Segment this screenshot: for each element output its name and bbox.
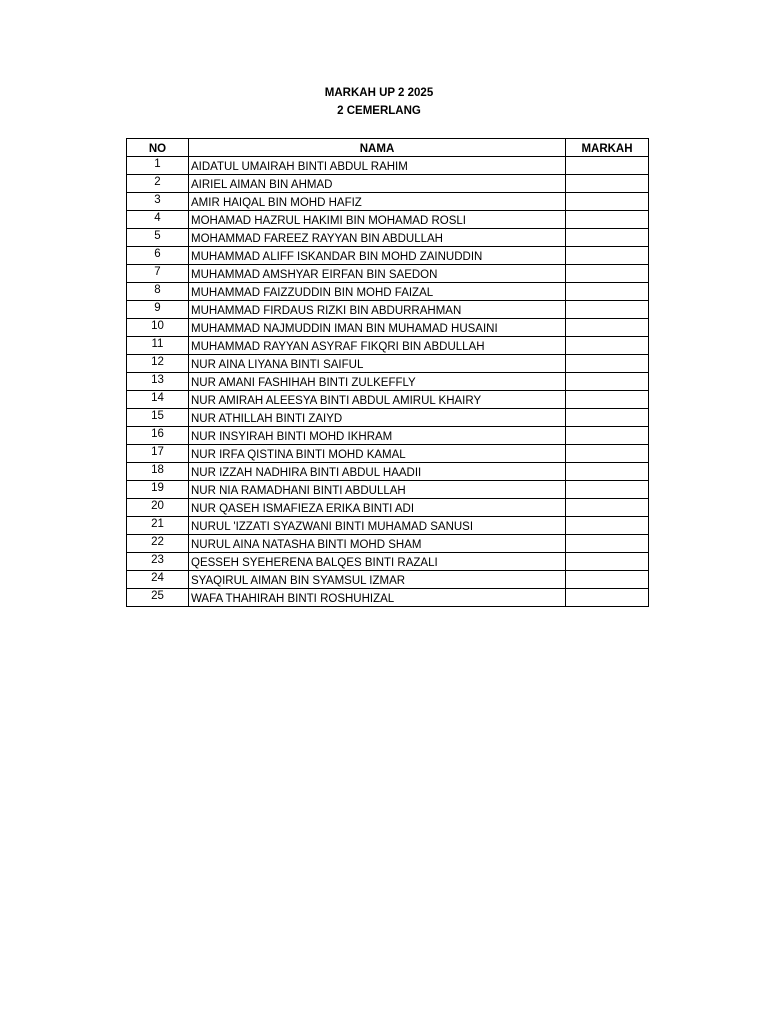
row-number: 19 — [127, 481, 189, 499]
student-name: NUR AMANI FASHIHAH BINTI ZULKEFFLY — [189, 373, 566, 391]
table-header-row — [127, 139, 649, 157]
row-number: 3 — [127, 193, 189, 211]
row-number: 9 — [127, 301, 189, 319]
row-number: 1 — [127, 157, 189, 175]
student-mark[interactable] — [566, 283, 649, 301]
table-row — [127, 499, 649, 517]
header-nama: NAMA — [189, 139, 566, 157]
student-name: SYAQIRUL AIMAN BIN SYAMSUL IZMAR — [189, 571, 566, 589]
student-mark[interactable] — [566, 265, 649, 283]
student-mark[interactable] — [566, 463, 649, 481]
table-row — [127, 391, 649, 409]
student-mark[interactable] — [566, 427, 649, 445]
header-markah: MARKAH — [566, 139, 649, 157]
student-name: AIDATUL UMAIRAH BINTI ABDUL RAHIM — [189, 157, 566, 175]
student-name: QESSEH SYEHERENA BALQES BINTI RAZALI — [189, 553, 566, 571]
student-mark[interactable] — [566, 193, 649, 211]
row-number: 22 — [127, 535, 189, 553]
row-number: 2 — [127, 175, 189, 193]
student-name: AMIR HAIQAL BIN MOHD HAFIZ — [189, 193, 566, 211]
table-body — [127, 157, 649, 607]
student-mark[interactable] — [566, 301, 649, 319]
row-number: 8 — [127, 283, 189, 301]
row-number: 6 — [127, 247, 189, 265]
table-row — [127, 409, 649, 427]
student-name: NURUL 'IZZATI SYAZWANI BINTI MUHAMAD SANUSI — [189, 517, 566, 535]
page-title: MARKAH UP 2 2025 — [324, 87, 434, 99]
row-number: 18 — [127, 463, 189, 481]
table-row — [127, 301, 649, 319]
student-name: MOHAMMAD FAREEZ RAYYAN BIN ABDULLAH — [189, 229, 566, 247]
row-number: 15 — [127, 409, 189, 427]
row-number: 10 — [127, 319, 189, 337]
student-mark[interactable] — [566, 391, 649, 409]
table-row — [127, 373, 649, 391]
table-row — [127, 283, 649, 301]
table-row — [127, 193, 649, 211]
row-number: 13 — [127, 373, 189, 391]
row-number: 12 — [127, 355, 189, 373]
row-number: 14 — [127, 391, 189, 409]
marks-table — [126, 138, 649, 607]
table-row — [127, 445, 649, 463]
student-name: NUR IZZAH NADHIRA BINTI ABDUL HAADII — [189, 463, 566, 481]
table-row — [127, 247, 649, 265]
student-mark[interactable] — [566, 355, 649, 373]
row-number: 23 — [127, 553, 189, 571]
student-name: NUR AINA LIYANA BINTI SAIFUL — [189, 355, 566, 373]
row-number: 20 — [127, 499, 189, 517]
row-number: 4 — [127, 211, 189, 229]
table-row — [127, 211, 649, 229]
table-row — [127, 571, 649, 589]
student-mark[interactable] — [566, 175, 649, 193]
table-row — [127, 337, 649, 355]
table-row — [127, 535, 649, 553]
student-mark[interactable] — [566, 589, 649, 607]
student-mark[interactable] — [566, 319, 649, 337]
student-name: AIRIEL AIMAN BIN AHMAD — [189, 175, 566, 193]
student-name: MUHAMMAD RAYYAN ASYRAF FIKQRI BIN ABDULLAH — [189, 337, 566, 355]
table-row — [127, 463, 649, 481]
table-row — [127, 481, 649, 499]
student-name: MUHAMMAD FAIZZUDDIN BIN MOHD FAIZAL — [189, 283, 566, 301]
student-name: NUR INSYIRAH BINTI MOHD IKHRAM — [189, 427, 566, 445]
student-name: NUR AMIRAH ALEESYA BINTI ABDUL AMIRUL KHAIRY — [189, 391, 566, 409]
table-row — [127, 229, 649, 247]
table-row — [127, 175, 649, 193]
row-number: 24 — [127, 571, 189, 589]
table-row — [127, 319, 649, 337]
student-mark[interactable] — [566, 211, 649, 229]
table-row — [127, 157, 649, 175]
table-row — [127, 517, 649, 535]
row-number: 11 — [127, 337, 189, 355]
student-name: MUHAMMAD FIRDAUS RIZKI BIN ABDURRAHMAN — [189, 301, 566, 319]
student-name: MUHAMMAD ALIFF ISKANDAR BIN MOHD ZAINUDDIN — [189, 247, 566, 265]
class-subtitle: 2 CEMERLANG — [337, 105, 421, 117]
student-mark[interactable] — [566, 553, 649, 571]
student-name: MUHAMMAD NAJMUDDIN IMAN BIN MUHAMAD HUSAINI — [189, 319, 566, 337]
student-name: MUHAMMAD AMSHYAR EIRFAN BIN SAEDON — [189, 265, 566, 283]
student-name: NUR QASEH ISMAFIEZA ERIKA BINTI ADI — [189, 499, 566, 517]
row-number: 25 — [127, 589, 189, 607]
student-mark[interactable] — [566, 499, 649, 517]
student-name: NURUL AINA NATASHA BINTI MOHD SHAM — [189, 535, 566, 553]
row-number: 21 — [127, 517, 189, 535]
table-row — [127, 355, 649, 373]
student-mark[interactable] — [566, 337, 649, 355]
row-number: 16 — [127, 427, 189, 445]
student-name: NUR IRFA QISTINA BINTI MOHD KAMAL — [189, 445, 566, 463]
table-row — [127, 427, 649, 445]
header-no: NO — [127, 139, 189, 157]
student-mark[interactable] — [566, 571, 649, 589]
student-mark[interactable] — [566, 445, 649, 463]
student-name: MOHAMAD HAZRUL HAKIMI BIN MOHAMAD ROSLI — [189, 211, 566, 229]
row-number: 7 — [127, 265, 189, 283]
student-mark[interactable] — [566, 157, 649, 175]
table-row — [127, 265, 649, 283]
student-mark[interactable] — [566, 229, 649, 247]
student-mark[interactable] — [566, 517, 649, 535]
student-mark[interactable] — [566, 409, 649, 427]
row-number: 17 — [127, 445, 189, 463]
table-row — [127, 589, 649, 607]
student-mark[interactable] — [566, 247, 649, 265]
student-mark[interactable] — [566, 481, 649, 499]
student-mark[interactable] — [566, 373, 649, 391]
student-mark[interactable] — [566, 535, 649, 553]
student-name: NUR NIA RAMADHANI BINTI ABDULLAH — [189, 481, 566, 499]
student-name: WAFA THAHIRAH BINTI ROSHUHIZAL — [189, 589, 566, 607]
student-name: NUR ATHILLAH BINTI ZAIYD — [189, 409, 566, 427]
row-number: 5 — [127, 229, 189, 247]
table-row — [127, 553, 649, 571]
